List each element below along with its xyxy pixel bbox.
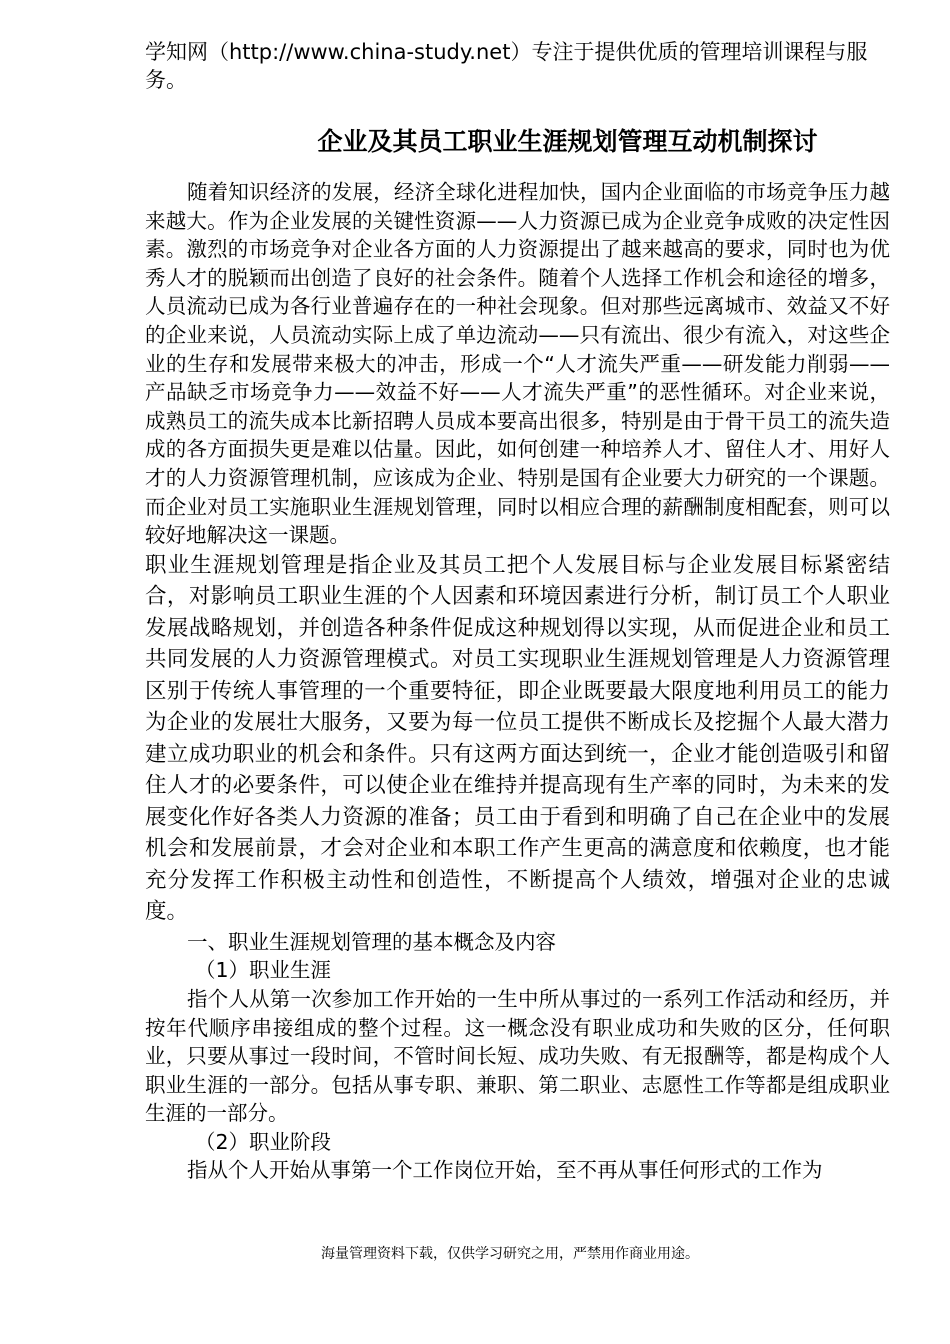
- intro-paragraph: 随着知识经济的发展，经济全球化进程加快，国内企业面临的市场竞争压力越来越大。作为企业发展的关键性资源——人力资源已成为企业竞争成败的决定性因素。激烈的市场竞争对企业各方面的人力资源提出了越来越高的要求，同时也为优秀人才的脱颖而出创造了良好的社会条件。随着个人选择工作机会和途径的增多，人员流动已成为各行业普遍存在的一种社会现象。但对那些远离城市、效益又不好的企业来说，人员流动实际上成了单边流动——只有流出、很少有流入，对这些企业的生存和发展带来极大的冲击，形成一个“人才流失严重——研发能力削弱——产品缺乏市场竞争力——效益不好——人才流失严重”的恶性循环。对企业来说，成熟员工的流失成本比新招聘人员成本要高出很多，特别是由于骨干员工的流失造成的各方面损失更是难以估量。因此，如何创建一种培养人才、留住人才、用好人才的人力资源管理机制，应该成为企业、特别是国有企业要大力研究的一个课题。而企业对员工实施职业生涯规划管理，同时以相应合理的薪酬制度相配套，则可以较好地解决这一课题。: [145, 180, 890, 548]
- definition-paragraph: 职业生涯规划管理是指企业及其员工把个人发展目标与企业发展目标紧密结合，对影响员工职业生涯的个人因素和环境因素进行分析，制订员工个人职业发展战略规划，并创造各种条件促成这种规划得以实现，从而促进企业和员工共同发展的人力资源管理模式。对员工实现职业生涯规划管理是人力资源管理区别于传统人事管理的一个重要特征，即企业既要最大限度地利用员工的能力为企业的发展壮大服务，又要为每一位员工提供不断成长及挖掘个人最大潜力建立成功职业的机会和条件。只有这两方面达到统一，企业才能创造吸引和留住人才的必要条件，可以使企业在维持并提高现有生产率的同时，为未来的发展变化作好各类人力资源的准备；员工由于看到和明确了自己在企业中的发展机会和发展前景，才会对企业和本职工作产生更高的满意度和依赖度，也才能充分发挥工作积极主动性和创造性，不断提高个人绩效，增强对企业的忠诚度。: [145, 552, 890, 925]
- document-title: 企业及其员工职业生涯规划管理互动机制探讨: [317, 127, 818, 156]
- page-footer: 海量管理资料下载，仅供学习研究之用，严禁用作商业用途。: [321, 1246, 699, 1262]
- career-paragraph: 指个人从第一次参加工作开始的一生中所从事过的一系列工作活动和经历，并按年代顺序串接组成的整个过程。这一概念没有职业成功和失败的区分，任何职业，只要从事过一段时间，不管时间长短、成功失败、有无报酬等，都是构成个人职业生涯的一部分。包括从事专职、兼职、第二职业、志愿性工作等都是组成职业生涯的一部分。: [145, 986, 890, 1126]
- document-page: [145, 38, 890, 1185]
- section-heading: 一、职业生涯规划管理的基本概念及内容: [187, 929, 556, 954]
- stage-paragraph: 指从个人开始从事第一个工作岗位开始，至不再从事任何形式的工作为: [187, 1158, 823, 1183]
- subsection-heading-career: （1）职业生涯: [195, 958, 332, 983]
- subsection-heading-stage: （2）职业阶段: [195, 1129, 332, 1154]
- site-header: 学知网（http://www.china-study.net）专注于提供优质的管理培训课程与服务。: [145, 40, 868, 92]
